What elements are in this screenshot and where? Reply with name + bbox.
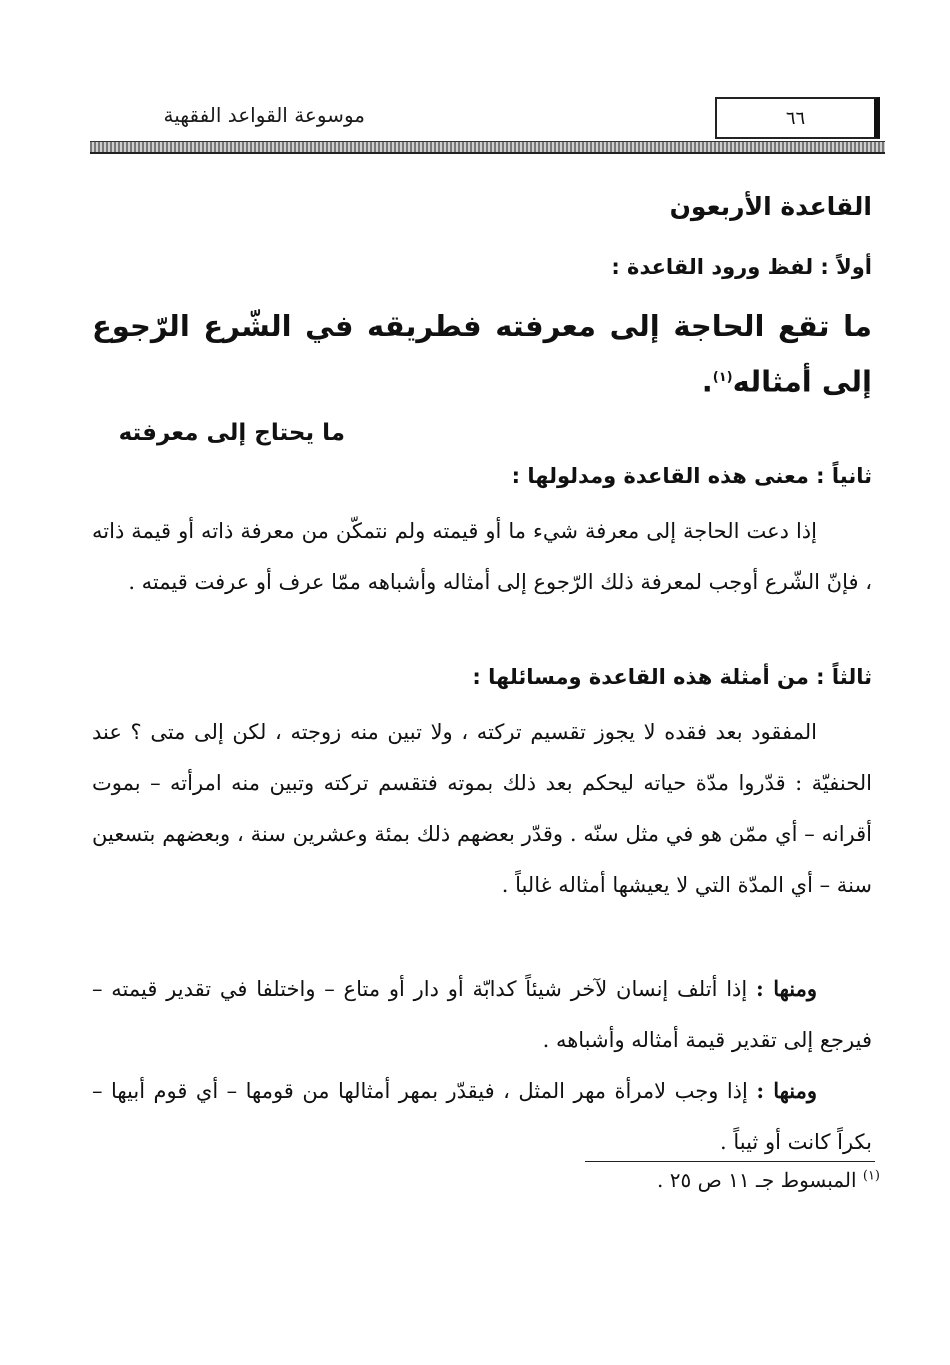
page-number: ٦٦	[785, 107, 806, 129]
example-3-paragraph	[92, 1065, 872, 1168]
example-2-lead: ومنها :	[756, 976, 817, 1001]
section-1-heading: أولاً : لفظ ورود القاعدة :	[611, 255, 872, 279]
rule-text-end: .	[701, 364, 713, 399]
page-number-box	[715, 97, 880, 139]
rule-text-main: ما تقع الحاجة إلى معرفته فطريقه في الشّرع الرّجوع إلى أمثاله	[92, 309, 872, 399]
example-3-lead: ومنها :	[756, 1078, 817, 1103]
example-2-text: إذا أتلف إنسان لآخر شيئاً كدابّة أو دار أو متاع – واختلفا في تقدير قيمته – فيرجع إلى تقدير قيمة أمثاله وأشباهه .	[92, 977, 872, 1052]
section-3-heading: ثالثاً : من أمثلة هذه القاعدة ومسائلها :	[472, 665, 872, 689]
alternate-wording: ما يحتاج إلى معرفته	[118, 420, 345, 446]
footnote-marker: (١)	[862, 1168, 880, 1184]
footnote-separator	[585, 1161, 875, 1162]
section-2-heading: ثانياً : معنى هذه القاعدة ومدلولها :	[511, 464, 872, 488]
header-rule	[90, 141, 885, 154]
page-header	[90, 95, 885, 157]
rule-title: القاعدة الأربعون	[669, 192, 872, 221]
footnote-ref: (١)	[712, 370, 733, 385]
example-1-paragraph: المفقود بعد فقده لا يجوز تقسيم تركته ، ولا تبين منه زوجته ، لكن إلى متى ؟ عند الحنفيّة : قدّروا مدّة حياته ليحكم بعد ذلك بموته فتقسم تركته وتبين منه امرأته – بموت أقرانه – أي ممّن هو في مثل سنّه . وقدّر بعضهم ذلك بمئة وعشرين سنة ، وبعضهم بتسعين سنة – أي المدّة التي لا يعيشها أمثاله غالباً .	[92, 720, 872, 897]
running-title: موسوعة القواعد الفقهية	[163, 103, 365, 127]
example-3-text: إذا وجب لامرأة مهر المثل ، فيقدّر بمهر أمثالها من قومها – أي قوم أبيها – بكراً كانت أو ثيباً .	[92, 1079, 872, 1154]
example-2-paragraph	[92, 963, 872, 1066]
footnote	[657, 1168, 880, 1192]
rule-text	[92, 300, 872, 408]
footnote-text: المبسوط جـ ١١ ص ٢٥ .	[657, 1168, 857, 1192]
section-2-paragraph: إذا دعت الحاجة إلى معرفة شيء ما أو قيمته ولم نتمكّن من معرفة ذاته أو قيمة ذاته ، فإنّ الشّرع أوجب لمعرفة ذلك الرّجوع إلى أمثاله وأشباهه ممّا عرف أو عرفت قيمته .	[92, 519, 872, 594]
